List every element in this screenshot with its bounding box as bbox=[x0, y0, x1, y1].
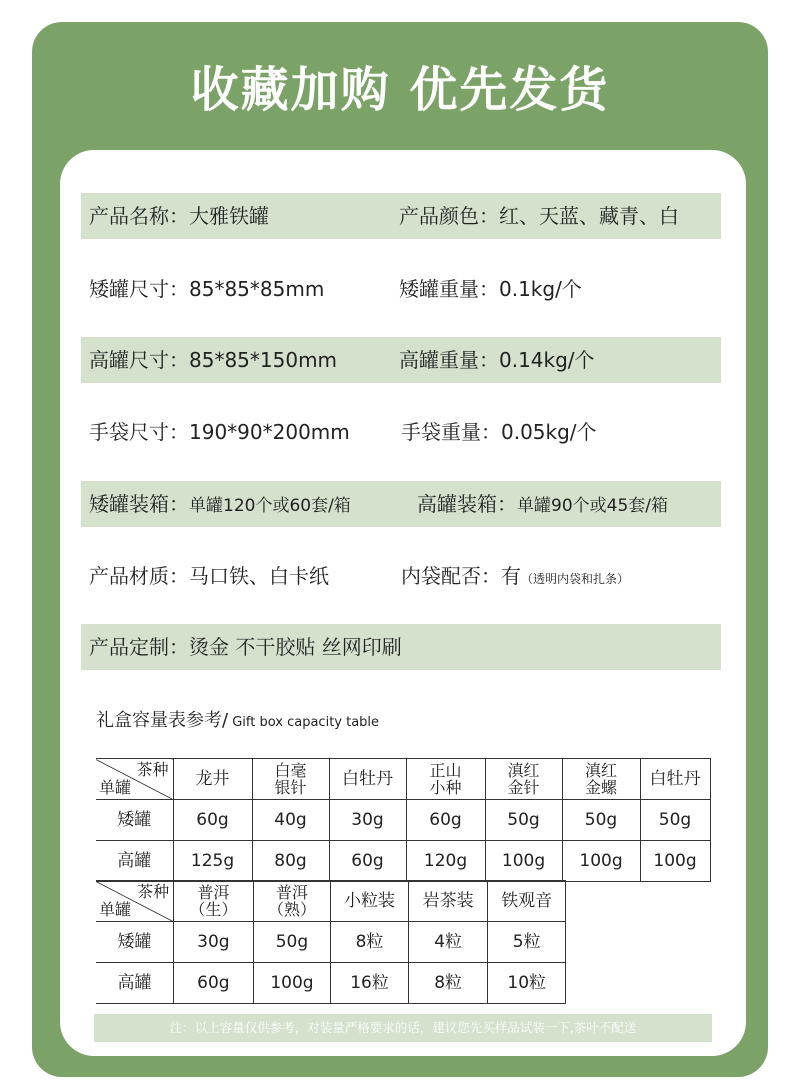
header-cell bbox=[485, 759, 562, 800]
table-cell: 100g bbox=[562, 841, 640, 882]
spec-short-size: 矮罐尺寸：85*85*85mm bbox=[89, 277, 325, 301]
header-cell bbox=[174, 881, 254, 922]
table-cell: 125g bbox=[173, 841, 252, 882]
header-cell bbox=[329, 759, 406, 800]
header-cell bbox=[562, 759, 640, 800]
table-row bbox=[96, 963, 566, 1004]
table-cell: 50g bbox=[253, 922, 331, 963]
spec-tall-weight: 高罐重量：0.14kg/个 bbox=[399, 348, 595, 372]
spec-row-name bbox=[81, 193, 721, 239]
table-title-zh: 礼盒容量表参考/ bbox=[96, 710, 229, 731]
row-label: 矮罐 bbox=[96, 800, 173, 841]
table-cell: 60g bbox=[173, 800, 252, 841]
header-cell bbox=[640, 759, 710, 800]
spec-product-color: 产品颜色：红、天蓝、藏青、白 bbox=[399, 204, 679, 228]
table-cell: 100g bbox=[253, 963, 331, 1004]
table-row bbox=[96, 800, 710, 841]
table-cell: 8粒 bbox=[331, 922, 409, 963]
spec-tall-packing-value: 单罐90个或45套/箱 bbox=[517, 496, 668, 516]
spec-custom: 产品定制：烫金 不干胶贴 丝网印刷 bbox=[89, 635, 402, 659]
table-cell: 80g bbox=[252, 841, 329, 882]
header-cell bbox=[331, 881, 409, 922]
capacity-table-2 bbox=[96, 880, 566, 1004]
header-text: 正山 bbox=[429, 761, 462, 780]
spec-inner-bag-note: （透明内袋和扎条） bbox=[521, 572, 630, 586]
spec-tall-size: 高罐尺寸：85*85*150mm bbox=[89, 348, 338, 372]
spec-tall-packing-label: 高罐装箱： bbox=[417, 492, 517, 516]
headline: 收藏加购 优先发货 bbox=[190, 62, 610, 118]
spec-row-short-size bbox=[81, 266, 721, 312]
header-cell bbox=[252, 759, 329, 800]
table-cell: 8粒 bbox=[408, 963, 488, 1004]
spec-row-custom bbox=[81, 624, 721, 670]
corner-tea-type: 茶种 bbox=[136, 760, 169, 779]
header-text: 普洱 bbox=[197, 883, 230, 902]
header-cell bbox=[408, 881, 488, 922]
capacity-table-title bbox=[96, 706, 379, 738]
header-text: 银针 bbox=[274, 778, 307, 797]
spec-inner-bag bbox=[401, 553, 629, 599]
header-text: （熟） bbox=[267, 900, 316, 919]
table-cell: 60g bbox=[406, 800, 485, 841]
table-cell: 10粒 bbox=[488, 963, 566, 1004]
capacity-table-1 bbox=[96, 758, 711, 882]
header-cell bbox=[406, 759, 485, 800]
spec-row-bag-size bbox=[81, 409, 721, 455]
header-cell bbox=[173, 759, 252, 800]
table-row bbox=[96, 841, 710, 882]
header-text: 铁观音 bbox=[501, 891, 553, 911]
spec-bag-size: 手袋尺寸：190*90*200mm bbox=[89, 420, 350, 444]
header-text: 金螺 bbox=[584, 778, 617, 797]
table-cell: 100g bbox=[640, 841, 710, 882]
table-cell: 16粒 bbox=[331, 963, 409, 1004]
spec-row-packing bbox=[81, 481, 721, 527]
row-label: 矮罐 bbox=[96, 922, 174, 963]
table-cell: 40g bbox=[252, 800, 329, 841]
table-cell: 60g bbox=[329, 841, 406, 882]
spec-row-material bbox=[81, 553, 721, 599]
spec-product-name: 产品名称：大雅铁罐 bbox=[89, 204, 269, 228]
header-text: 岩茶装 bbox=[422, 891, 474, 911]
header-text: 白牡丹 bbox=[649, 769, 701, 789]
header-corner bbox=[96, 881, 174, 922]
corner-single-can: 单罐 bbox=[99, 900, 132, 919]
header-text: 白牡丹 bbox=[342, 769, 393, 789]
table-header-row bbox=[96, 759, 710, 800]
row-label: 高罐 bbox=[96, 963, 174, 1004]
header-text: 小粒装 bbox=[344, 891, 396, 911]
footnote: 注：以上容量仅供参考，对装量严格要求的话，建议您先买样品试装一下,茶叶不配送 bbox=[94, 1014, 712, 1042]
header-cell bbox=[253, 881, 331, 922]
header-text: 小种 bbox=[429, 778, 462, 797]
header-text: 白毫 bbox=[274, 761, 307, 780]
table-row bbox=[96, 922, 566, 963]
table-cell: 30g bbox=[174, 922, 254, 963]
table-cell: 4粒 bbox=[408, 922, 488, 963]
header-text: 滇红 bbox=[507, 761, 540, 780]
table-cell: 100g bbox=[485, 841, 562, 882]
table-cell: 50g bbox=[485, 800, 562, 841]
row-label: 高罐 bbox=[96, 841, 173, 882]
corner-tea-type: 茶种 bbox=[137, 882, 170, 901]
table-cell: 50g bbox=[640, 800, 710, 841]
spec-short-packing bbox=[89, 481, 351, 527]
table-cell: 50g bbox=[562, 800, 640, 841]
spec-row-tall-size bbox=[81, 337, 721, 383]
header-text: （生） bbox=[189, 900, 238, 919]
header-text: 普洱 bbox=[275, 883, 308, 902]
table-cell: 120g bbox=[406, 841, 485, 882]
spec-short-packing-label: 矮罐装箱： bbox=[89, 492, 189, 516]
table-cell: 30g bbox=[329, 800, 406, 841]
header-cell bbox=[488, 881, 566, 922]
corner-single-can: 单罐 bbox=[99, 778, 132, 797]
header-text: 滇红 bbox=[584, 761, 617, 780]
table-title-en: Gift box capacity table bbox=[228, 715, 380, 730]
spec-short-weight: 矮罐重量：0.1kg/个 bbox=[399, 277, 582, 301]
header-text: 龙井 bbox=[195, 769, 230, 789]
spec-bag-weight: 手袋重量：0.05kg/个 bbox=[401, 420, 597, 444]
header-corner bbox=[96, 759, 173, 800]
table-header-row bbox=[96, 881, 566, 922]
spec-material: 产品材质：马口铁、白卡纸 bbox=[89, 564, 329, 588]
table-cell: 5粒 bbox=[488, 922, 566, 963]
spec-tall-packing bbox=[417, 481, 668, 527]
header-text: 金针 bbox=[507, 778, 540, 797]
spec-short-packing-value: 单罐120个或60套/箱 bbox=[189, 496, 351, 516]
spec-inner-bag-text: 内袋配否：有 bbox=[401, 564, 521, 588]
table-cell: 60g bbox=[174, 963, 254, 1004]
